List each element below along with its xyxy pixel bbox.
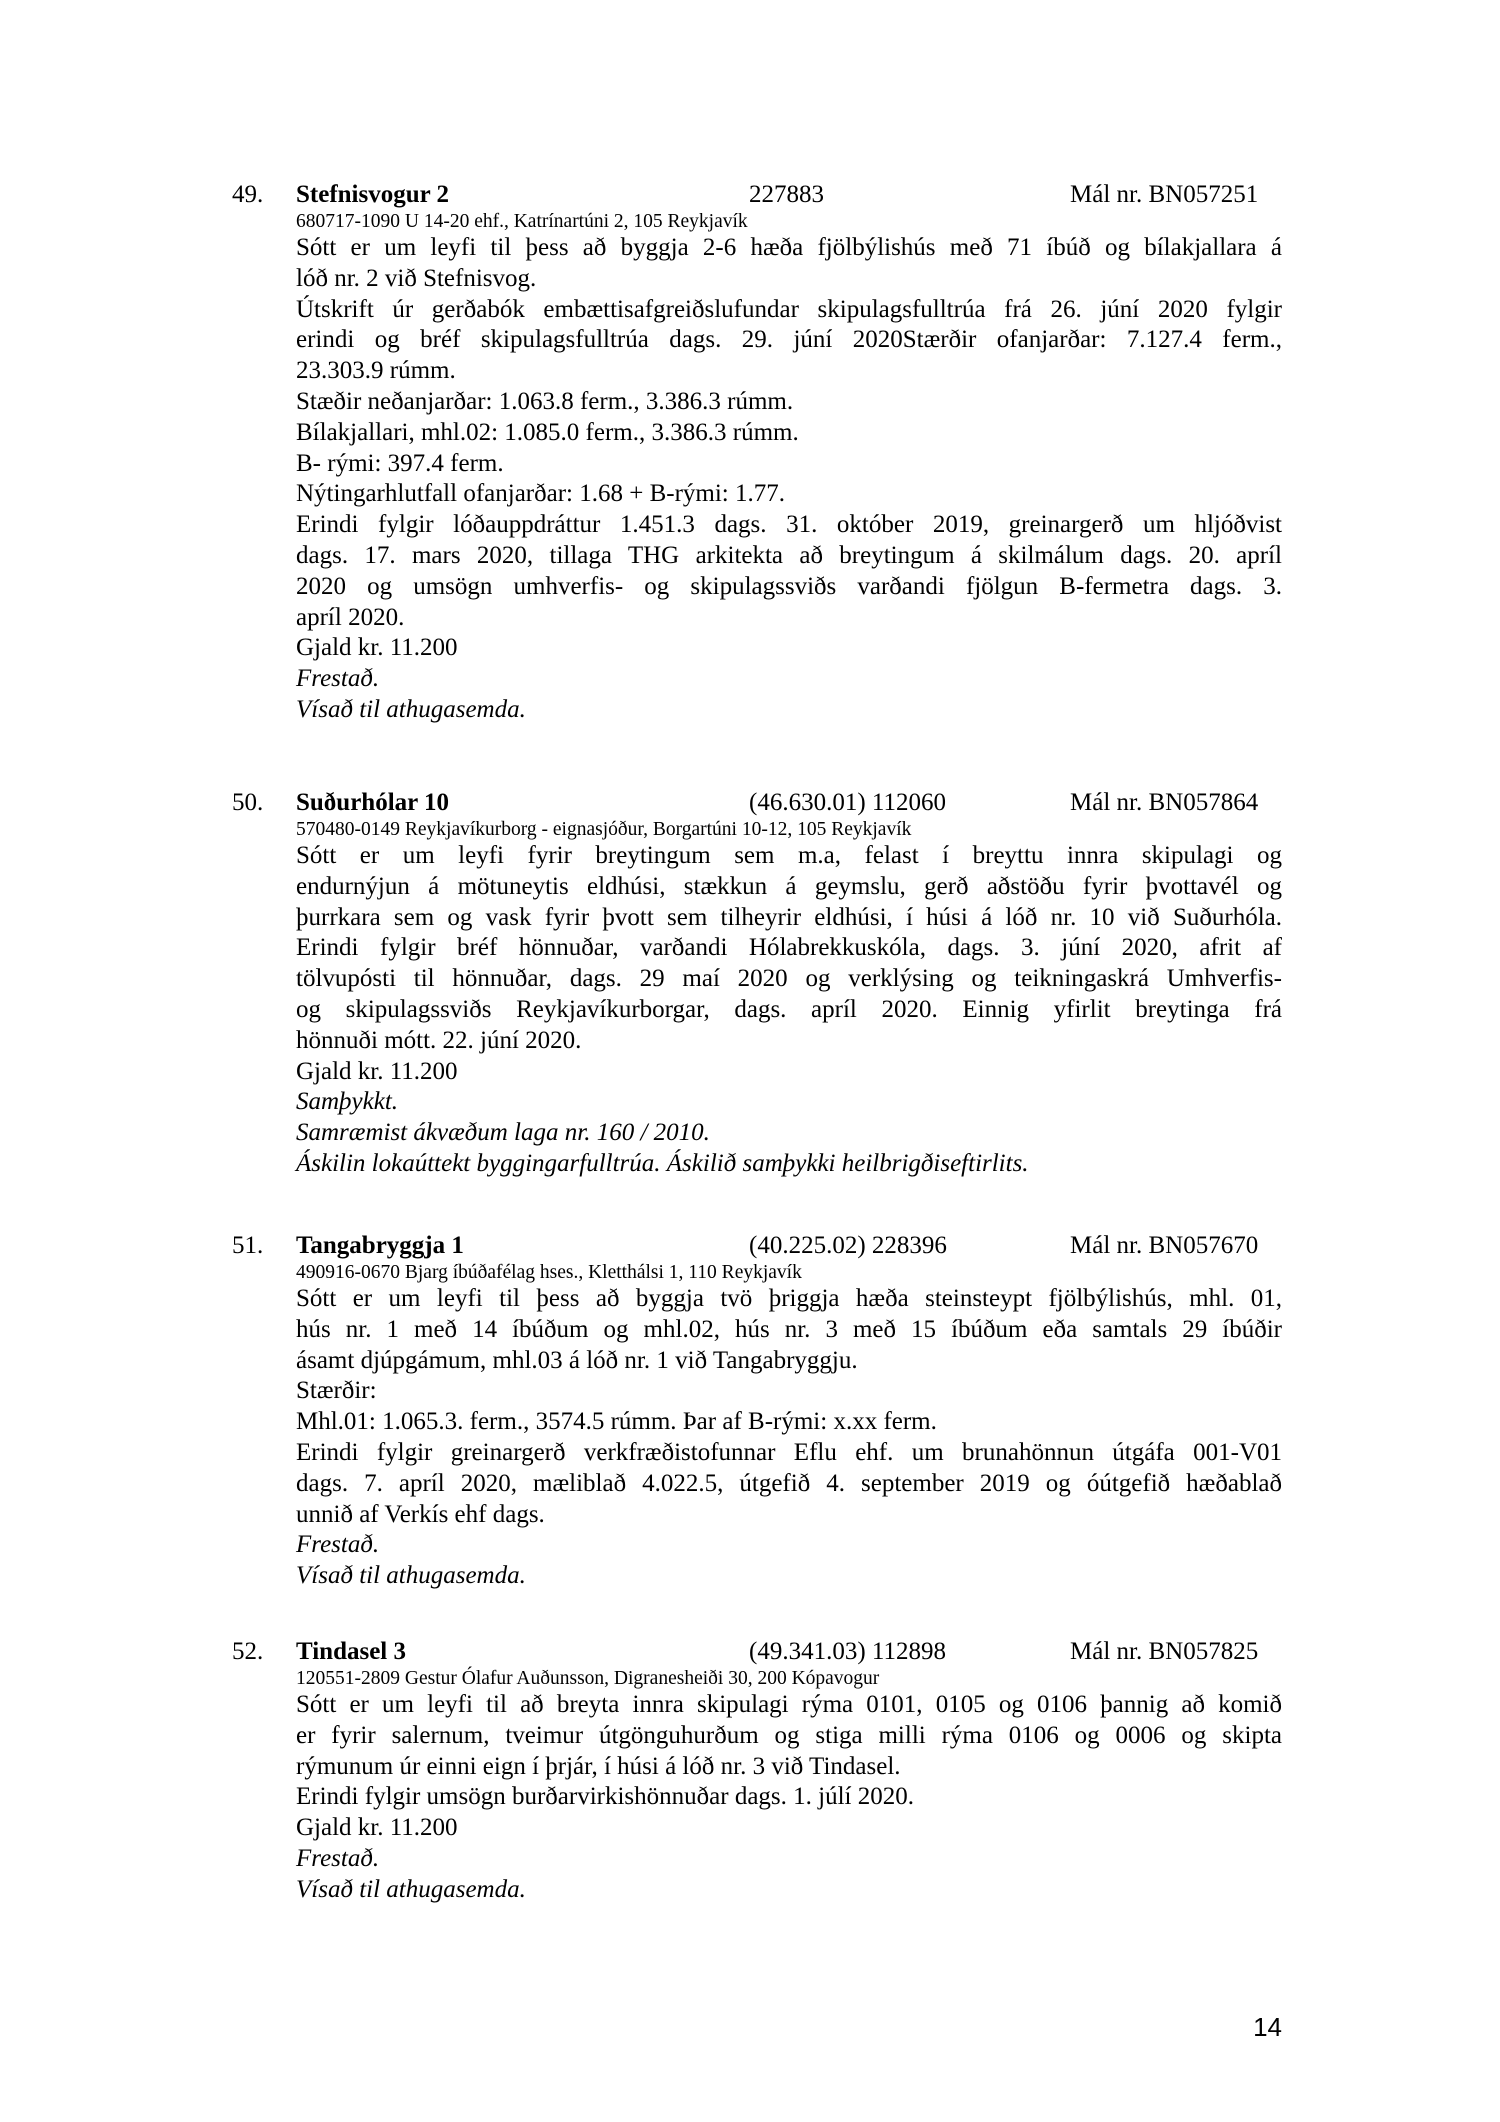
applicant-line: 680717-1090 U 14-20 ehf., Katrínartúni 2, 105 Reykjavík <box>296 211 748 232</box>
body-text-line: hús nr. 1 með 14 íbúðum og mhl.02, hús nr. 3 með 15 íbúðum eða samtals 29 íbúðir <box>296 1315 1282 1343</box>
body-text-line: unnið af Verkís ehf dags. <box>296 1500 545 1528</box>
property-name: Suðurhólar 10 <box>296 789 450 816</box>
decision-text: Vísað til athugasemda. <box>296 1875 526 1903</box>
case-header <box>232 1231 1282 1261</box>
case-number: 49. <box>232 181 264 208</box>
page-number: 14 <box>1253 2012 1282 2042</box>
decision-text: Frestað. <box>296 1844 380 1872</box>
property-ids: (46.630.01) 112060 <box>749 789 946 816</box>
case-header <box>232 180 1282 210</box>
body-text-line: Sótt er um leyfi til að breyta innra skipulagi rýma 0101, 0105 og 0106 þannig að komið <box>296 1691 1282 1718</box>
body-text-line: lóð nr. 2 við Stefnisvog. <box>296 264 537 292</box>
decision-text: Samræmist ákvæðum laga nr. 160 / 2010. <box>296 1119 710 1147</box>
property-name: Tangabryggja 1 <box>296 1232 464 1259</box>
property-name: Stefnisvogur 2 <box>296 181 450 208</box>
body-text-line: dags. 17. mars 2020, tillaga THG arkitekta að breytingum á skilmálum dags. 20. apríl <box>296 541 1282 569</box>
body-text-line: Gjald kr. 11.200 <box>296 1814 458 1842</box>
body-text-line: Sótt er um leyfi til þess að byggja 2-6 hæða fjölbýlishús með 71 íbúð og bílakjallara á <box>296 234 1282 261</box>
case-reference: Mál nr. BN057825 <box>1070 1638 1259 1665</box>
body-text-line: Erindi fylgir lóðauppdráttur 1.451.3 dags. 31. október 2019, greinargerð um hljóðvist <box>296 511 1282 539</box>
applicant-line: 570480-0149 Reykjavíkurborg - eignasjóður, Borgartúni 10-12, 105 Reykjavík <box>296 819 912 840</box>
body-text-line: rýmunum úr einni eign í þrjár, í húsi á lóð nr. 3 við Tindasel. <box>296 1752 901 1780</box>
body-text-line: Gjald kr. 11.200 <box>296 1057 458 1085</box>
property-ids: (40.225.02) 228396 <box>749 1232 947 1259</box>
body-text-line: 2020 og umsögn umhverfis- og skipulagssviðs varðandi fjölgun B-fermetra dags. 3. <box>296 572 1282 600</box>
case-header <box>232 1637 1282 1667</box>
body-text-line: Gjald kr. 11.200 <box>296 634 458 662</box>
body-text-line: Nýtingarhlutfall ofanjarðar: 1.68 + B-rými: 1.77. <box>296 480 785 508</box>
body-text-line: hönnuði mótt. 22. júní 2020. <box>296 1026 582 1054</box>
property-ids: (49.341.03) 112898 <box>749 1638 946 1665</box>
body-text-line: endurnýjun á mötuneytis eldhúsi, stækkun á geymslu, gerð aðstöðu fyrir þvottavél og <box>296 872 1282 900</box>
applicant-line: 490916-0670 Bjarg íbúðafélag hses., Kletthálsi 1, 110 Reykjavík <box>296 1262 802 1283</box>
body-text-line: B- rými: 397.4 ferm. <box>296 449 504 477</box>
decision-text: Áskilin lokaúttekt byggingarfulltrúa. Áskilið samþykki heilbrigðiseftirlits. <box>296 1149 1029 1177</box>
body-text-line: er fyrir salernum, tveimur útgönguhurðum og stiga milli rýma 0106 og 0006 og skipta <box>296 1721 1282 1749</box>
body-text-line: tölvupósti til hönnuðar, dags. 29 maí 2020 og verklýsing og teikningaskrá Umhverfis- <box>296 965 1282 993</box>
body-text-line: og skipulagssviðs Reykjavíkurborgar, dags. apríl 2020. Einnig yfirlit breytinga frá <box>296 995 1282 1023</box>
case-header <box>232 788 1282 818</box>
body-text-line: erindi og bréf skipulagsfulltrúa dags. 29. júní 2020Stærðir ofanjarðar: 7.127.4 ferm., <box>296 326 1282 354</box>
case-number: 50. <box>232 789 264 816</box>
body-text-line: Bílakjallari, mhl.02: 1.085.0 ferm., 3.386.3 rúmm. <box>296 418 799 446</box>
body-text-line: Sótt er um leyfi til þess að byggja tvö þriggja hæða steinsteypt fjölbýlishús, mhl. 01, <box>296 1285 1282 1312</box>
body-text-line: Erindi fylgir bréf hönnuðar, varðandi Hólabrekkuskóla, dags. 3. júní 2020, afrit af <box>296 934 1282 962</box>
property-name: Tindasel 3 <box>296 1638 406 1665</box>
decision-text: Samþykkt. <box>296 1088 399 1116</box>
case-item <box>232 1231 1282 1592</box>
case-reference: Mál nr. BN057251 <box>1070 181 1259 208</box>
body-text-line: Stæðir neðanjarðar: 1.063.8 ferm., 3.386.3 rúmm. <box>296 387 794 415</box>
body-text-line: Mhl.01: 1.065.3. ferm., 3574.5 rúmm. Þar af B-rými: x.xx ferm. <box>296 1408 937 1436</box>
body-text-line: þurrkara sem og vask fyrir þvott sem tilheyrir eldhúsi, í húsi á lóð nr. 10 við Suðurhóla. <box>296 903 1282 931</box>
body-text-line: 23.303.9 rúmm. <box>296 357 456 385</box>
case-item <box>232 788 1282 1180</box>
decision-text: Vísað til athugasemda. <box>296 695 526 723</box>
body-text-line: Sótt er um leyfi fyrir breytingum sem m.a, felast í breyttu innra skipulagi og <box>296 842 1282 869</box>
case-reference: Mál nr. BN057864 <box>1070 789 1259 816</box>
body-text-line: apríl 2020. <box>296 603 405 631</box>
body-text-line: ásamt djúpgámum, mhl.03 á lóð nr. 1 við Tangabryggju. <box>296 1346 858 1374</box>
case-item <box>232 1637 1282 1906</box>
case-reference: Mál nr. BN057670 <box>1070 1232 1259 1259</box>
decision-text: Vísað til athugasemda. <box>296 1562 526 1590</box>
case-number: 51. <box>232 1232 264 1259</box>
case-number: 52. <box>232 1638 264 1665</box>
case-item <box>232 180 1282 726</box>
body-text-line: dags. 7. apríl 2020, mæliblað 4.022.5, útgefið 4. september 2019 og óútgefið hæðablað <box>296 1469 1282 1497</box>
body-text-line: Erindi fylgir umsögn burðarvirkishönnuðar dags. 1. júlí 2020. <box>296 1783 914 1811</box>
body-text-line: Stærðir: <box>296 1377 377 1405</box>
decision-text: Frestað. <box>296 1531 380 1559</box>
applicant-line: 120551-2809 Gestur Ólafur Auðunsson, Digranesheiði 30, 200 Kópavogur <box>296 1668 880 1689</box>
property-ids: 227883 <box>749 181 824 208</box>
body-text-line: Erindi fylgir greinargerð verkfræðistofunnar Eflu ehf. um brunahönnun útgáfa 001-V01 <box>296 1438 1282 1466</box>
decision-text: Frestað. <box>296 665 380 693</box>
body-text-line: Útskrift úr gerðabók embættisafgreiðslufundar skipulagsfulltrúa frá 26. júní 2020 fylgir <box>296 295 1282 323</box>
